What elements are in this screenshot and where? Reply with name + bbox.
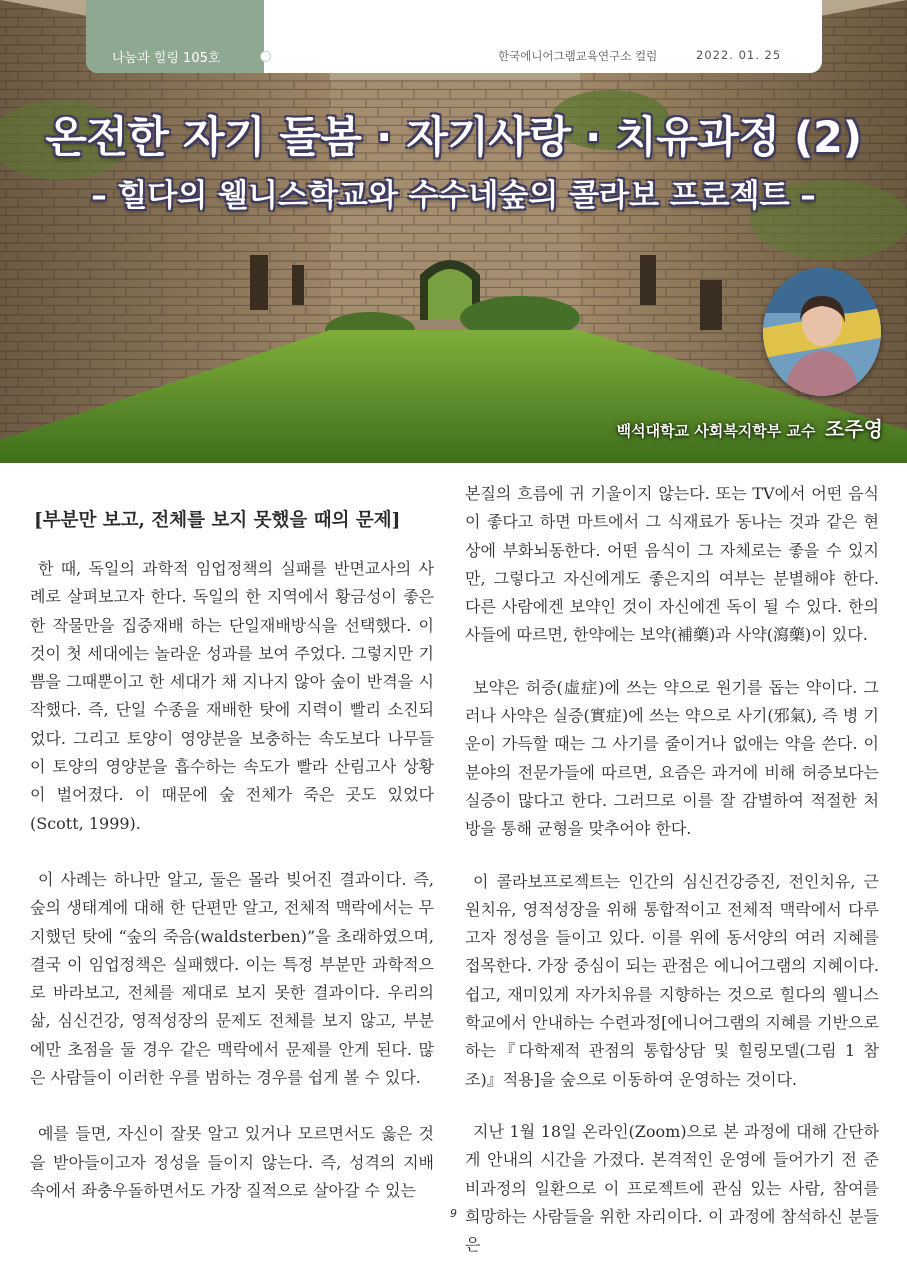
author-credit <box>617 413 883 442</box>
paragraph: 예를 들면, 자신이 잘못 알고 있거나 모르면서도 옳은 것을 받아들이고자 정성을 들이지 않는다. 즉, 성격의 지배 속에서 좌충우돌하면서도 가장 질적으로 살아갈 수 있는 <box>30 1124 434 1200</box>
paragraph: 보약은 허증(虛症)에 쓰는 약으로 원기를 돕는 약이다. 그러나 사약은 실증(實症)에 쓰는 약으로 사기(邪氣), 즉 병 기운이 가득할 때는 그 사기를 줄이거나 없애는 약을 쓴다. 이 분야의 전문가들에 따르면, 요즘은 과거에 비해 허증보다는 실증이 많다고 한다. 그러므로 이를 잘 감별하여 적절한 처방을 통해 균형을 맞추어야 한다. <box>465 677 879 839</box>
left-column <box>30 555 434 1205</box>
paragraph: 본질의 흐름에 귀 기울이지 않는다. 또는 TV에서 어떤 음식이 좋다고 하면 마트에서 그 식재료가 동나는 것과 같은 현상에 부화뇌동한다. 어떤 음식이 그 자체로는 좋을 수 있지만, 그렇다고 자신에게도 좋은지의 여부는 분별해야 한다. 다른 사람에겐 보약인 것이 자신에겐 독이 될 수 있다. 한의사들에 따르면, 한약에는 보약(補藥)과 사약(瀉藥)이 있다. <box>465 484 879 645</box>
series-label: 나눔과 힐링 105호 <box>112 51 221 66</box>
paragraph: 지난 1월 18일 온라인(Zoom)으로 본 과정에 대해 간단하게 안내의 시간을 가졌다. 본격적인 운영에 들어가기 전 준비과정의 일환으로 이 프로젝트에 관심 있는 사람, 참여를 희망하는 사람들을 위한 자리이다. 이 과정에 참석하신 분들은 <box>465 1121 879 1255</box>
page-title: 온전한 자기 돌봄 · 자기사랑 · 치유과정 (2) <box>45 113 862 163</box>
header-dot-icon <box>260 51 271 62</box>
section-heading: [부분만 보고, 전체를 보지 못했을 때의 문제] <box>34 510 401 531</box>
paragraph: 한 때, 독일의 과학적 임업정책의 실패를 반면교사의 사례로 살펴보고자 한다. 독일의 한 지역에서 황금성이 좋은 한 작물만을 집중재배 하는 단일재배방식을 선택했다. 이것이 첫 세대에는 놀라운 성과를 보여 주었다. 그렇지만 기쁨을 그때뿐이고 한 세대가 채 지나지 않아 숲이 반격을 시작했다. 즉, 단일 수종을 재배한 탓에 지력이 빨리 소진되었다. 그리고 토양이 영양분을 보충하는 속도보다 나무들이 토양의 영양분을 흡수하는 속도가 빨라 산림고사 상황이 벌어졌다. 이 때문에 숲 전체가 죽은 곳도 있었다(Scott, 1999). <box>30 559 434 833</box>
paragraph: 이 사례는 하나만 알고, 둘은 몰라 빚어진 결과이다. 즉, 숲의 생태계에 대해 한 단편만 알고, 전체적 맥락에서는 무지했던 탓에 “숲의 죽음(waldsterben)”을 초래하였으며, 결국 이 임업정책은 실패했다. 이는 특정 부분만 과학적으로 바라보고, 전체를 제대로 보지 못한 결과이다. 우리의 삶, 심신건강, 영적성장의 문제도 전체를 보지 않고, 부분에만 초점을 둘 경우 같은 맥락에서 문제를 안게 된다. 많은 사람들이 이러한 우를 범하는 경우를 쉽게 볼 수 있다. <box>30 869 434 1088</box>
page-number: 9 <box>450 1207 457 1220</box>
hero-banner <box>0 0 907 463</box>
organization-label: 한국에니어그램교육연구소 컬럼 <box>498 49 658 63</box>
author-avatar <box>763 268 881 396</box>
page-subtitle: – 힐다의 웰니스학교와 수수네숲의 콜라보 프로젝트 – <box>91 178 816 214</box>
paragraph: 이 콜라보프로젝트는 인간의 심신건강증진, 전인치유, 근원치유, 영적성장을 위해 통합적이고 전체적 맥락에서 다루고자 정성을 들이고 있다. 이를 위에 동서양의 여러 지혜를 접목한다. 가장 중심이 되는 관점은 에니어그램의 지혜이다. 쉽고, 재미있게 자가치유를 지향하는 것으로 힐다의 웰니스학교에서 안내하는 수련과정[에니어그램의 지혜를 기반으로 하는『다학제적 관점의 통합상담 및 힐링모델(그림 1 참조)』적용]을 숲으로 이동하여 운영하는 것이다. <box>465 871 879 1089</box>
right-column <box>465 480 879 1259</box>
header-bar <box>86 0 822 73</box>
issue-date: 2022. 01. 25 <box>696 48 782 62</box>
author-affiliation: 백석대학교 사회복지학부 교수 <box>616 422 816 440</box>
author-name: 조주영 <box>825 417 883 441</box>
